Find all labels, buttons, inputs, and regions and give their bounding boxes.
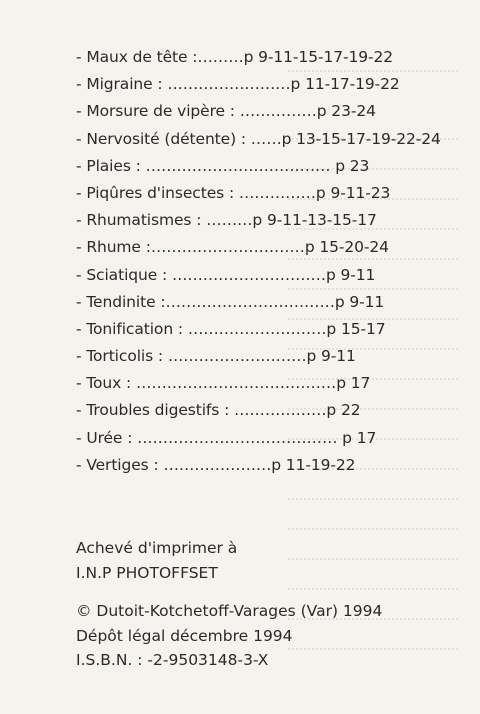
index-entry-plaies: - Plaies : ……………………………… p 23 [76,156,370,175]
index-entry-nervosite: - Nervosité (détente) : ……p 13-15-17-19-22-24 [76,129,441,148]
index-entry-tonification: - Tonification : ………………………p 15-17 [76,319,386,338]
copyright-line: © Dutoit-Kotchetoff-Varages (Var) 1994 [76,602,383,620]
colophon [76,536,456,673]
index-entry-rhume: - Rhume :…………………………p 15-20-24 [76,238,389,257]
index-entry-maux-de-tete: - Maux de tête :………p 9-11-15-17-19-22 [76,48,394,66]
index-entry-morsure-de-vipere: - Morsure de vipère : ……………p 23-24 [76,102,376,121]
index-entry-rhumatismes: - Rhumatismes : ………p 9-11-13-15-17 [76,211,377,230]
index-entry-torticolis: - Torticolis : ………………………p 9-11 [76,347,356,366]
index-entry-piqures-d-insectes: - Piqûres d'insectes : ……………p 9-11-23 [76,183,391,202]
printer-name: I.N.P PHOTOFFSET [76,563,218,582]
isbn-line: I.S.B.N. : -2-9503148-3-X [76,651,269,669]
colophon-spacer [76,585,456,599]
legal-deposit-line: Dépôt légal décembre 1994 [76,626,293,645]
printer-line: Achevé d'imprimer à [76,539,238,557]
index-entry-tendinite: - Tendinite :……………………………p 9-11 [76,292,385,311]
index-entry-sciatique: - Sciatique : …………………………p 9-11 [76,265,376,284]
index-entry-troubles-digestifs: - Troubles digestifs : ………………p 22 [76,401,361,420]
index-entry-uree: - Urée : ………………………………… p 17 [76,428,377,447]
index-entry-migraine: - Migraine : ……………………p 11-17-19-22 [76,75,400,94]
remedy-index-list [76,44,442,479]
index-entry-toux: - Toux : …………………………………p 17 [76,374,371,393]
index-entry-vertiges: - Vertiges : …………………p 11-19-22 [76,455,356,474]
